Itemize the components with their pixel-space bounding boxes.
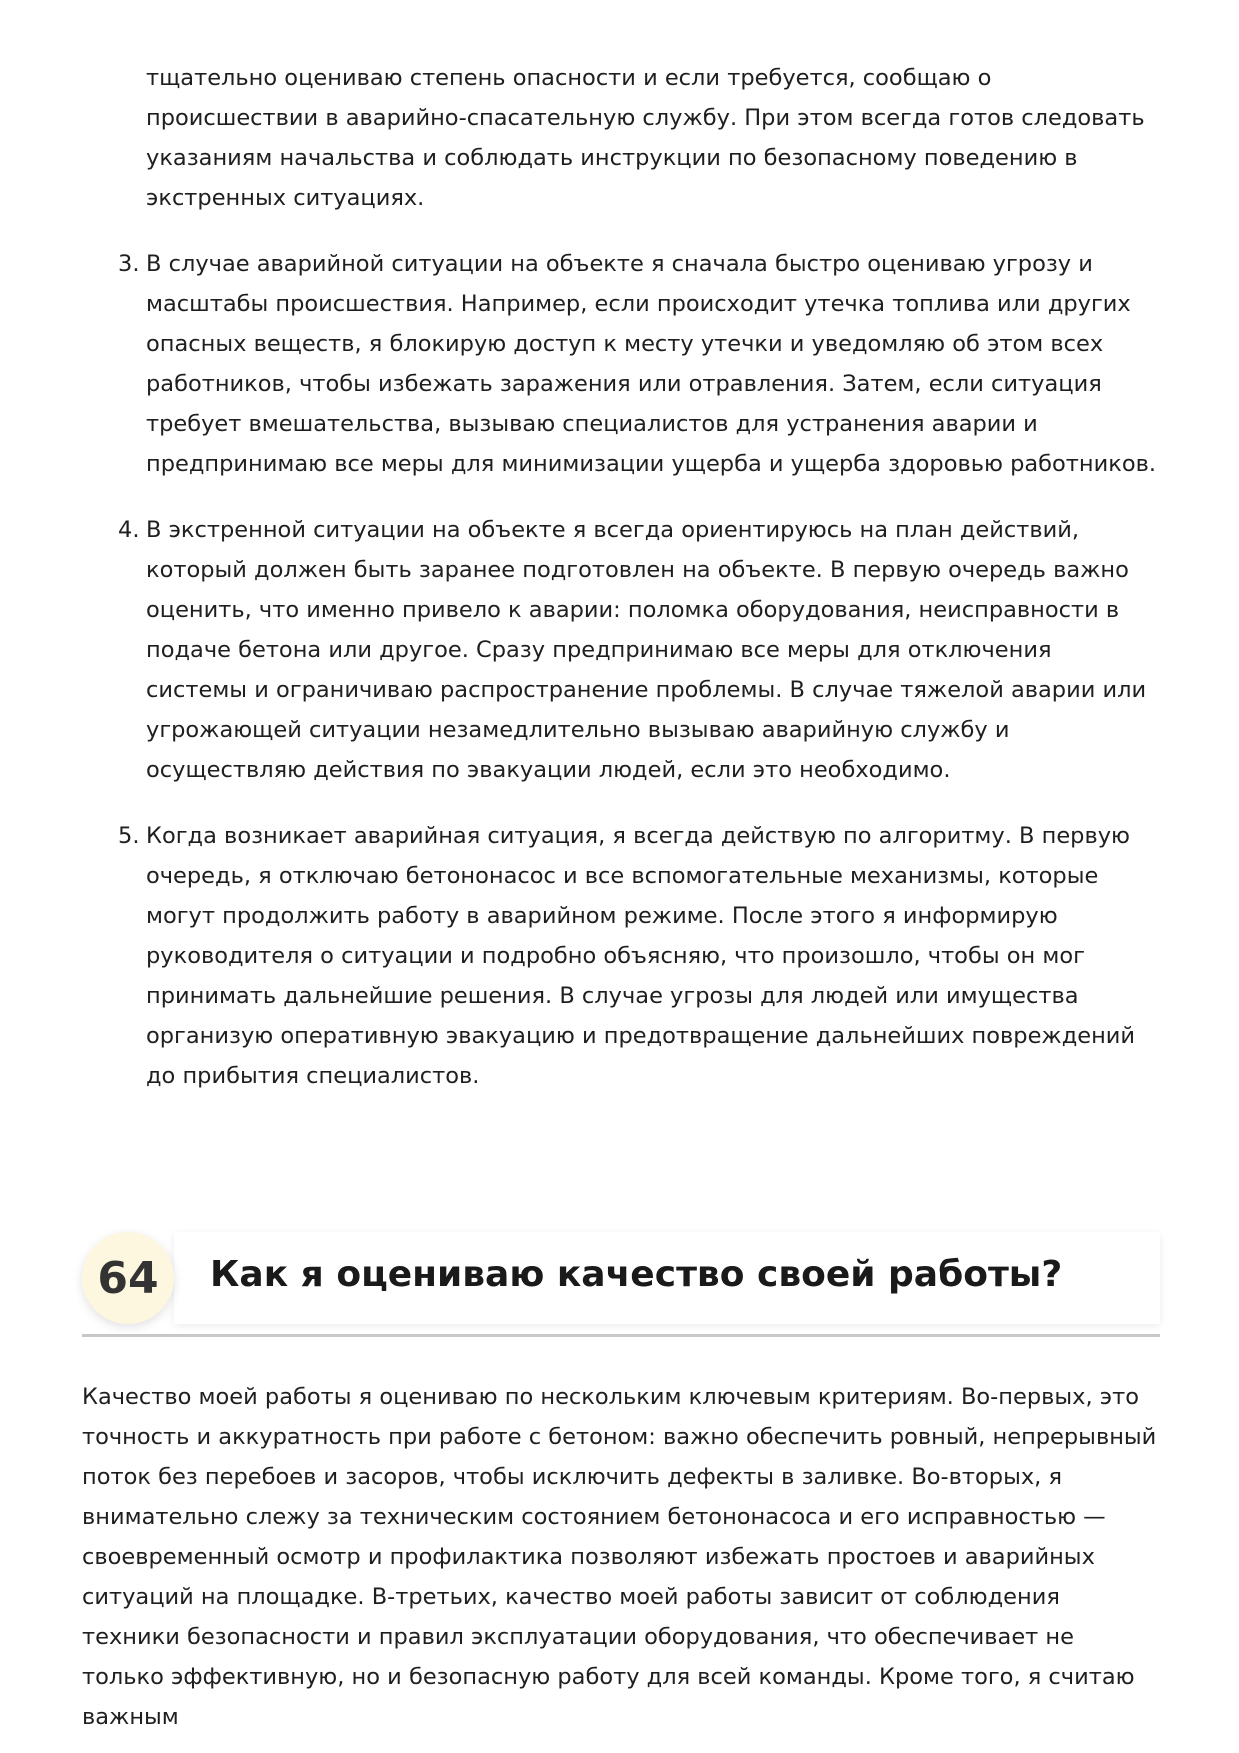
question-number-badge: 64 [82,1232,174,1324]
list-item-text: В случае аварийной ситуации на объекте я сначала быстро оцениваю угрозу и масштабы происшествия. Например, если происходит утечка топлива или других опасных веществ, я блокирую доступ к месту утечки и уведомляю об этом всех работников, чтобы избежать заражения или отравления. Затем, если ситуация требует вмешательства, вызываю специалистов для устранения аварии и предпринимаю все меры для минимизации ущерба и ущерба здоровью работников. [146,251,1156,477]
list-item-number: 5. [118,823,140,849]
list-item [118,510,1156,790]
list-item-number: 4. [118,517,140,543]
question-title: Как я оцениваю качество своей работы? [210,1254,1063,1295]
continuation-paragraph: тщательно оцениваю степень опасности и если требуется, сообщаю о происшествии в аварийно-спасательную службу. При этом всегда готов следовать указаниям начальства и соблюдать инструкции по безопасному поведению в экстренных ситуациях. [146,65,1145,211]
list-item-number: 3. [118,251,140,277]
list-item [118,816,1156,1096]
divider [82,1334,1160,1337]
list-item-text: Когда возникает аварийная ситуация, я всегда действую по алгоритму. В первую очередь, я отключаю бетононасос и все вспомогательные механизмы, которые могут продолжить работу в аварийном режиме. После этого я информирую руководителя о ситуации и подробно объясняю, что произошло, чтобы он мог принимать дальнейшие решения. В случае угрозы для людей или имущества организую оперативную эвакуацию и предотвращение дальнейших повреждений до прибытия специалистов. [146,823,1136,1089]
list-item [118,244,1156,484]
question-header [82,1232,1160,1336]
answer-paragraph: Качество моей работы я оцениваю по нескольким ключевым критериям. Во-первых, это точность и аккуратность при работе с бетоном: важно обеспечить ровный, непрерывный поток без перебоев и засоров, чтобы исключить дефекты в заливке. Во-вторых, я внимательно слежу за техническим состоянием бетононасоса и его исправностью — своевременный осмотр и профилактика позволяют избежать простоев и аварийных ситуаций на площадке. В-третьих, качество моей работы зависит от соблюдения техники безопасности и правил эксплуатации оборудования, что обеспечивает не только эффективную, но и безопасную работу для всей команды. Кроме того, я считаю важным [82,1384,1157,1730]
list-item-text: В экстренной ситуации на объекте я всегда ориентируюсь на план действий, который должен быть заранее подготовлен на объекте. В первую очередь важно оценить, что именно привело к аварии: поломка оборудования, неисправности в подаче бетона или другое. Сразу предпринимаю все меры для отключения системы и ограничиваю распространение проблемы. В случае тяжелой аварии или угрожающей ситуации незамедлительно вызываю аварийную службу и осуществляю действия по эвакуации людей, если это необходимо. [146,517,1147,783]
answer-list [118,244,1156,1122]
